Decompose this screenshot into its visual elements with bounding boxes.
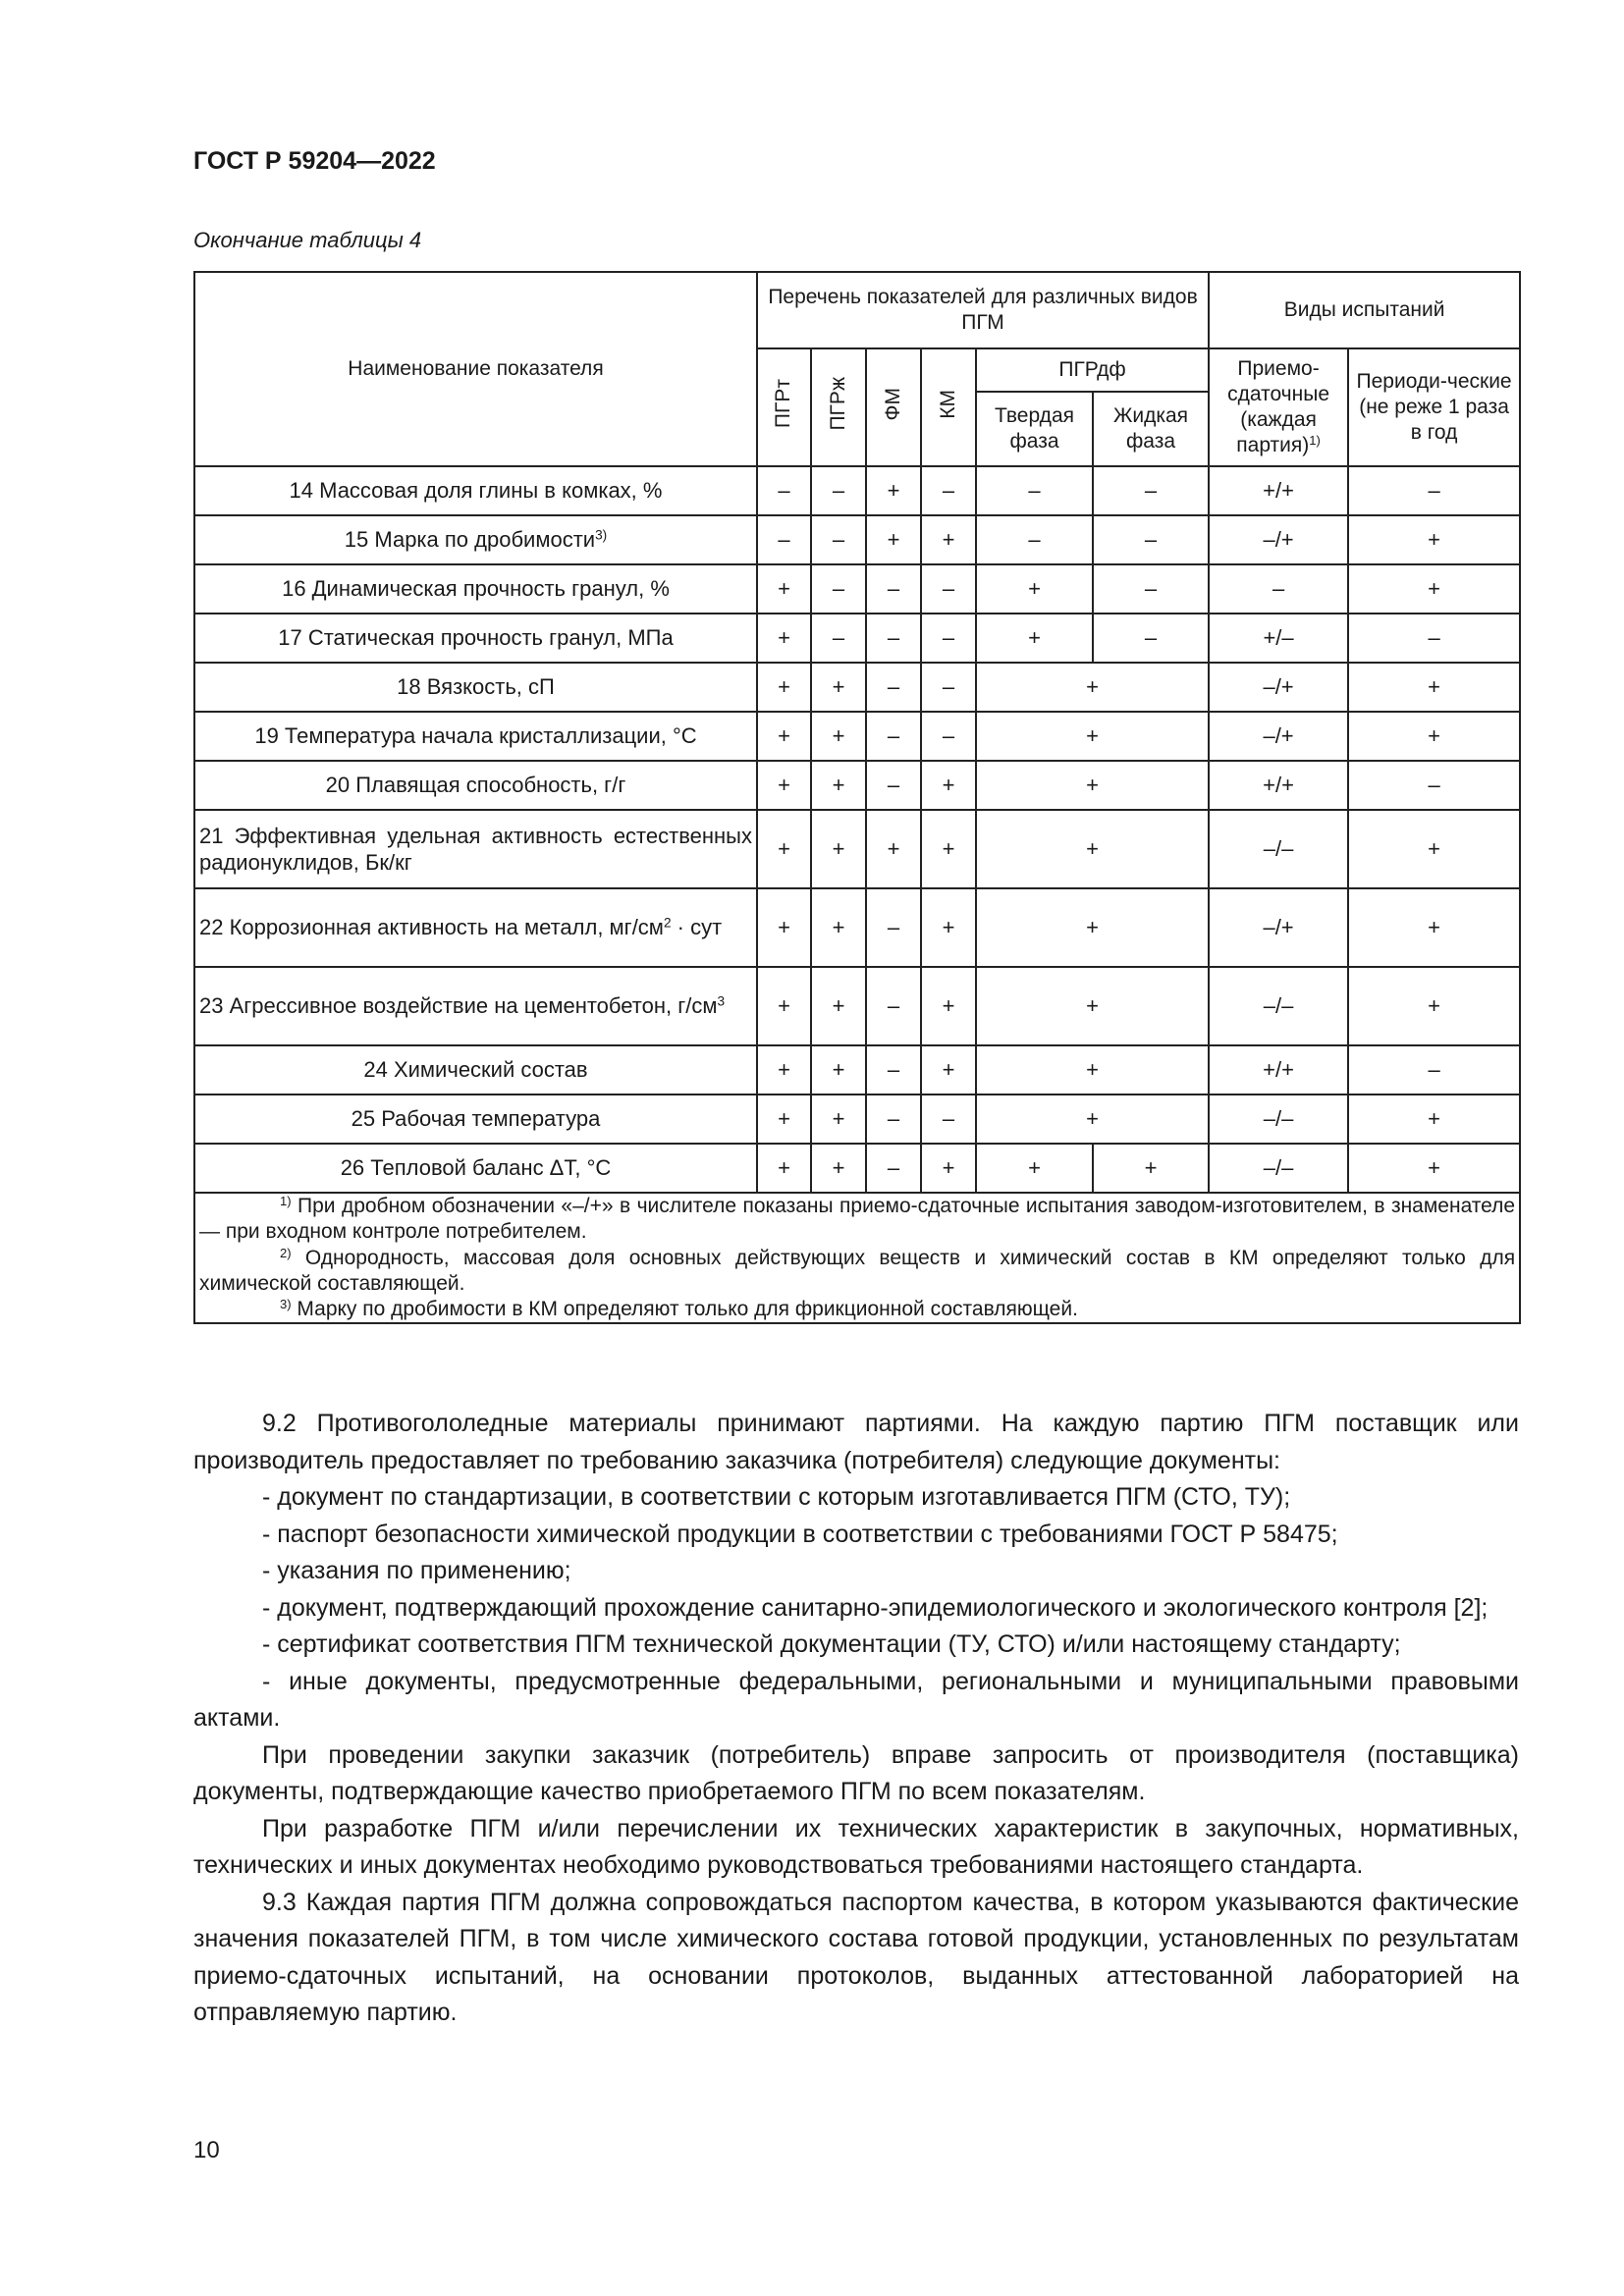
value-cell: + [811, 810, 866, 888]
liquid-phase-cell: – [1093, 614, 1209, 663]
acceptance-cell: –/+ [1209, 888, 1348, 967]
value-cell: – [921, 564, 976, 614]
periodic-cell: + [1348, 810, 1520, 888]
table-row [194, 466, 1520, 515]
indicator-name: 24 Химический состав [194, 1045, 757, 1095]
periodic-cell: – [1348, 761, 1520, 810]
value-cell: – [921, 663, 976, 712]
paragraph: При разработке ПГМ и/или перечислении их технических характеристик в закупочных, нормативных, технических и иных документах необходимо руководствоваться требованиями настоящего стандарта. [193, 1814, 1519, 1879]
value-cell: + [921, 1144, 976, 1193]
value-cell: + [757, 1095, 811, 1144]
paragraph: - иные документы, предусмотренные федеральными, региональными и муниципальными правовыми актами. [193, 1667, 1519, 1732]
pgrdf-cell: + [976, 663, 1209, 712]
body-text [193, 1406, 1519, 2032]
indicator-name: 14 Массовая доля глины в комках, % [194, 466, 757, 515]
value-cell: + [757, 761, 811, 810]
value-cell: + [757, 967, 811, 1045]
value-cell: + [921, 888, 976, 967]
value-cell: + [757, 810, 811, 888]
paragraph: 9.3 Каждая партия ПГМ должна сопровождаться паспортом качества, в котором указываются фактические значения показателей ПГМ, в том числе химического состава готовой продукции, установленных по результатам приемо-сдаточных испытаний, на основании протоколов, выданных аттестованной лабораторией на отправляемую партию. [193, 1888, 1519, 2026]
value-cell: + [757, 1144, 811, 1193]
value-cell: + [921, 967, 976, 1045]
value-cell: + [757, 1045, 811, 1095]
indicator-name: 23 Агрессивное воздействие на цементобетон, $г/см^3$ [194, 967, 757, 1045]
periodic-cell: – [1348, 1045, 1520, 1095]
indicator-name: 18 Вязкость, сП [194, 663, 757, 712]
table-row [194, 515, 1520, 564]
periodic-cell: + [1348, 888, 1520, 967]
periodic-cell: + [1348, 663, 1520, 712]
liquid-phase-cell: + [1093, 1144, 1209, 1193]
acceptance-cell: –/+ [1209, 712, 1348, 761]
liquid-phase-cell: – [1093, 564, 1209, 614]
table-row [194, 712, 1520, 761]
pgrdf-cell: + [976, 1095, 1209, 1144]
paragraph: - документ по стандартизации, в соответствии с которым изготавливается ПГМ (СТО, ТУ); [262, 1483, 1291, 1511]
paragraph: - документ, подтверждающий прохождение санитарно-эпидемиологического и экологического контроля [2]; [262, 1593, 1489, 1622]
indicator-name: 20 Плавящая способность, г/г [194, 761, 757, 810]
header-pgrzh: ПГРж [811, 348, 866, 466]
acceptance-cell: –/– [1209, 967, 1348, 1045]
table-row [194, 1095, 1520, 1144]
table-footnotes [194, 1193, 1520, 1323]
indicator-name: 16 Динамическая прочность гранул, % [194, 564, 757, 614]
periodic-cell: + [1348, 712, 1520, 761]
header-periodic: Периоди-ческие (не реже 1 раза в год [1348, 348, 1520, 466]
table-row [194, 564, 1520, 614]
value-cell: – [811, 564, 866, 614]
table-row [194, 1045, 1520, 1095]
header-fm: ФМ [866, 348, 921, 466]
value-cell: – [866, 712, 921, 761]
table-row [194, 888, 1520, 967]
value-cell: + [866, 810, 921, 888]
periodic-cell: + [1348, 1144, 1520, 1193]
pgrdf-cell: + [976, 761, 1209, 810]
periodic-cell: + [1348, 1095, 1520, 1144]
pgrdf-cell: + [976, 888, 1209, 967]
value-cell: – [866, 761, 921, 810]
value-cell: – [921, 712, 976, 761]
value-cell: + [811, 888, 866, 967]
value-cell: + [757, 564, 811, 614]
value-cell: + [811, 1095, 866, 1144]
header-indicator-name: Наименование показателя [194, 272, 757, 466]
acceptance-cell: – [1209, 564, 1348, 614]
value-cell: – [866, 614, 921, 663]
periodic-cell: + [1348, 564, 1520, 614]
paragraph: При проведении закупки заказчик (потребитель) вправе запросить от производителя (поставщика) документы, подтверждающие качество приобретаемого ПГМ по всем показателям. [193, 1740, 1519, 1805]
liquid-phase-cell: – [1093, 515, 1209, 564]
footnote: $^{1)}$ При дробном обозначении «–/+» в числителе показаны приемо-сдаточные испытания заводом-изготовителем, в знаменателе — при входном контроле потребителем. [199, 1193, 1516, 1244]
value-cell: – [866, 663, 921, 712]
table-row [194, 967, 1520, 1045]
solid-phase-cell: + [976, 564, 1093, 614]
periodic-cell: – [1348, 614, 1520, 663]
solid-phase-cell: + [976, 614, 1093, 663]
value-cell: + [921, 810, 976, 888]
value-cell: – [866, 1045, 921, 1095]
acceptance-cell: –/+ [1209, 663, 1348, 712]
header-km: КМ [921, 348, 976, 466]
acceptance-cell: –/+ [1209, 515, 1348, 564]
indicator-name: 17 Статическая прочность гранул, МПа [194, 614, 757, 663]
acceptance-cell: +/– [1209, 614, 1348, 663]
value-cell: + [921, 1045, 976, 1095]
acceptance-cell: +/+ [1209, 761, 1348, 810]
header-liquid-phase: Жидкая фаза [1093, 392, 1209, 466]
value-cell: + [811, 1045, 866, 1095]
value-cell: – [921, 1095, 976, 1144]
value-cell: – [811, 515, 866, 564]
indicator-name: 21 Эффективная удельная активность естественных радионуклидов, Бк/кг [194, 810, 757, 888]
value-cell: – [757, 466, 811, 515]
table-row [194, 1144, 1520, 1193]
pgrdf-cell: + [976, 712, 1209, 761]
value-cell: + [757, 888, 811, 967]
value-cell: – [866, 888, 921, 967]
header-solid-phase: Твердая фаза [976, 392, 1093, 466]
indicator-name: 19 Температура начала кристаллизации, °С [194, 712, 757, 761]
indicator-name: 26 Тепловой баланс ΔТ, °С [194, 1144, 757, 1193]
table-row [194, 761, 1520, 810]
value-cell: + [811, 761, 866, 810]
header-group-pgm-types: Перечень показателей для различных видов ПГМ [757, 272, 1209, 348]
value-cell: – [811, 466, 866, 515]
value-cell: – [866, 967, 921, 1045]
value-cell: + [921, 761, 976, 810]
header-pgrdf: ПГРдф [976, 348, 1209, 392]
value-cell: – [757, 515, 811, 564]
paragraph: - указания по применению; [262, 1557, 571, 1584]
table-caption: Окончание таблицы 4 [193, 228, 422, 252]
periodic-cell: – [1348, 466, 1520, 515]
pgrdf-cell: + [976, 967, 1209, 1045]
paragraph: - паспорт безопасности химической продукции в соответствии с требованиями ГОСТ Р 58475; [262, 1520, 1338, 1548]
acceptance-cell: +/+ [1209, 466, 1348, 515]
footnote: $^{2)}$ Однородность, массовая доля основных действующих веществ и химический состав в КМ определяют только для химической составляющей. [199, 1245, 1516, 1295]
value-cell: + [811, 663, 866, 712]
acceptance-cell: –/– [1209, 1144, 1348, 1193]
table-row [194, 614, 1520, 663]
value-cell: – [866, 1095, 921, 1144]
pgrdf-cell: + [976, 810, 1209, 888]
value-cell: + [811, 967, 866, 1045]
value-cell: – [921, 466, 976, 515]
solid-phase-cell: + [976, 1144, 1093, 1193]
value-cell: – [866, 1144, 921, 1193]
value-cell: + [757, 663, 811, 712]
value-cell: + [811, 712, 866, 761]
value-cell: + [757, 712, 811, 761]
indicator-name: 22 Коррозионная активность на металл, $мг/см^2$ · сут [194, 888, 757, 967]
table-row [194, 810, 1520, 888]
periodic-cell: + [1348, 967, 1520, 1045]
value-cell: – [921, 614, 976, 663]
value-cell: + [866, 466, 921, 515]
liquid-phase-cell: – [1093, 466, 1209, 515]
header-acceptance: Приемо-сдаточные (каждая партия)$^{1)}$ [1209, 348, 1348, 466]
table-row [194, 663, 1520, 712]
acceptance-cell: –/– [1209, 1095, 1348, 1144]
document-code: ГОСТ Р 59204—2022 [193, 147, 436, 175]
header-pgrt: ПГРт [757, 348, 811, 466]
page-number: 10 [193, 2137, 220, 2163]
indicator-name: 25 Рабочая температура [194, 1095, 757, 1144]
indicator-name: 15 Марка по дробимости$^{3)}$ [194, 515, 757, 564]
paragraph: - сертификат соответствия ПГМ технической документации (ТУ, СТО) и/или настоящему стандарту; [262, 1630, 1401, 1658]
acceptance-cell: –/– [1209, 810, 1348, 888]
header-group-test-types: Виды испытаний [1209, 272, 1520, 348]
solid-phase-cell: – [976, 466, 1093, 515]
indicators-table [193, 271, 1521, 1324]
value-cell: + [757, 614, 811, 663]
value-cell: + [866, 515, 921, 564]
value-cell: + [921, 515, 976, 564]
value-cell: – [866, 564, 921, 614]
value-cell: – [811, 614, 866, 663]
paragraph: 9.2 Противогололедные материалы принимают партиями. На каждую партию ПГМ поставщик или производитель предоставляет по требованию заказчика (потребителя) следующие документы: [193, 1410, 1519, 1474]
pgrdf-cell: + [976, 1045, 1209, 1095]
acceptance-cell: +/+ [1209, 1045, 1348, 1095]
footnote: $^{3)}$ Марку по дробимости в КМ определяют только для фрикционной составляющей. [280, 1296, 1078, 1320]
solid-phase-cell: – [976, 515, 1093, 564]
periodic-cell: + [1348, 515, 1520, 564]
value-cell: + [811, 1144, 866, 1193]
